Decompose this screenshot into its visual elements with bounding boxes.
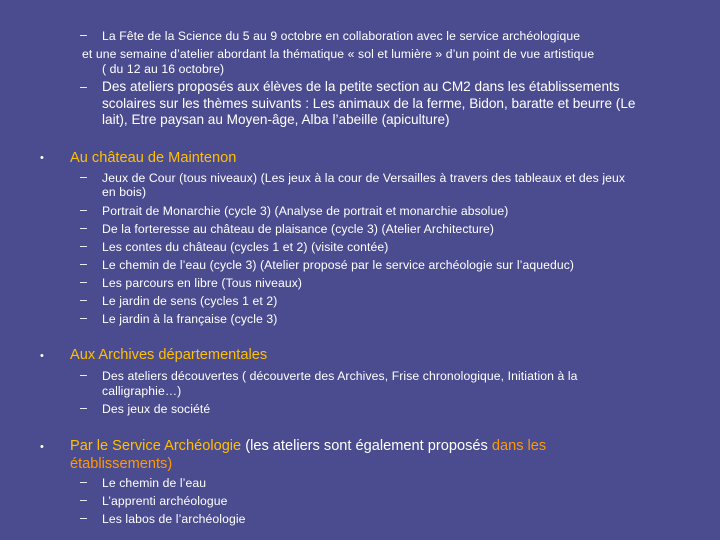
archeo-heading: Par le Service Archéologie [70, 438, 242, 454]
maintenon-heading: Au château de Maintenon [70, 150, 237, 166]
dash-marker: – [80, 170, 87, 184]
dash-marker: – [80, 293, 87, 307]
dash-marker: – [80, 493, 87, 507]
archives-item-1-line-1: Des ateliers découvertes ( découverte des Archives, Frise chronologique, Initiation à la [102, 369, 578, 383]
maintenon-item-2: Portrait de Monarchie (cycle 3) (Analyse de portrait et monarchie absolue) [102, 204, 509, 218]
ateliers-line-2: scolaires sur les thèmes suivants : Les animaux de la ferme, Bidon, baratte et beurre (Le [102, 96, 636, 111]
bullet-marker: • [40, 350, 44, 362]
dash-marker: – [80, 203, 87, 217]
bullet-marker: • [40, 152, 44, 164]
fete-line-3: ( du 12 au 16 octobre) [102, 62, 225, 76]
maintenon-item-8: Le jardin à la française (cycle 3) [102, 312, 278, 326]
archeo-note-line-2: établissements) [70, 456, 173, 472]
bullet-marker: • [40, 441, 44, 453]
maintenon-item-6: Les parcours en libre (Tous niveaux) [102, 276, 303, 290]
maintenon-item-4: Les contes du château (cycles 1 et 2) (visite contée) [102, 240, 389, 254]
dash-marker: – [80, 80, 87, 94]
maintenon-item-7: Le jardin de sens (cycles 1 et 2) [102, 294, 278, 308]
dash-marker: – [80, 401, 87, 415]
fete-line-1: La Fête de la Science du 5 au 9 octobre en collaboration avec le service archéologique [102, 29, 581, 43]
dash-marker: – [80, 275, 87, 289]
archeo-item-2: L’apprenti archéologue [102, 494, 228, 508]
dash-marker: – [80, 239, 87, 253]
fete-line-2: et une semaine d’atelier abordant la thématique « sol et lumière » d’un point de vue artistique [82, 47, 595, 61]
dash-marker: – [80, 475, 87, 489]
ateliers-line-1: Des ateliers proposés aux élèves de la petite section au CM2 dans les établissements [102, 79, 620, 94]
dash-marker: – [80, 511, 87, 525]
dash-marker: – [80, 221, 87, 235]
maintenon-item-1-line-2: en bois) [102, 185, 147, 199]
maintenon-item-3: De la forteresse au château de plaisance (cycle 3) (Atelier Architecture) [102, 222, 495, 236]
archives-item-1-line-2: calligraphie…) [102, 384, 182, 398]
dash-marker: – [80, 257, 87, 271]
dash-marker: – [80, 368, 87, 382]
maintenon-item-5: Le chemin de l’eau (cycle 3) (Atelier proposé par le service archéologie sur l’aqueduc) [102, 258, 575, 272]
maintenon-item-1-line-1: Jeux de Cour (tous niveaux) (Les jeux à la cour de Versailles à travers des tableaux et des jeux [102, 171, 626, 185]
archeo-note-part-1: (les ateliers sont également proposés [241, 438, 492, 454]
archeo-item-1: Le chemin de l’eau [102, 476, 207, 490]
dash-marker: – [80, 311, 87, 325]
archeo-item-3: Les labos de l’archéologie [102, 512, 246, 526]
archives-item-2: Des jeux de société [102, 402, 211, 416]
archeo-heading-line [70, 438, 546, 454]
archeo-note-part-2: dans les [491, 438, 547, 454]
ateliers-line-3: lait), Etre paysan au Moyen-âge, Alba l’abeille (apiculture) [102, 112, 450, 127]
dash-marker: – [80, 28, 87, 42]
archives-heading: Aux Archives départementales [70, 347, 268, 363]
